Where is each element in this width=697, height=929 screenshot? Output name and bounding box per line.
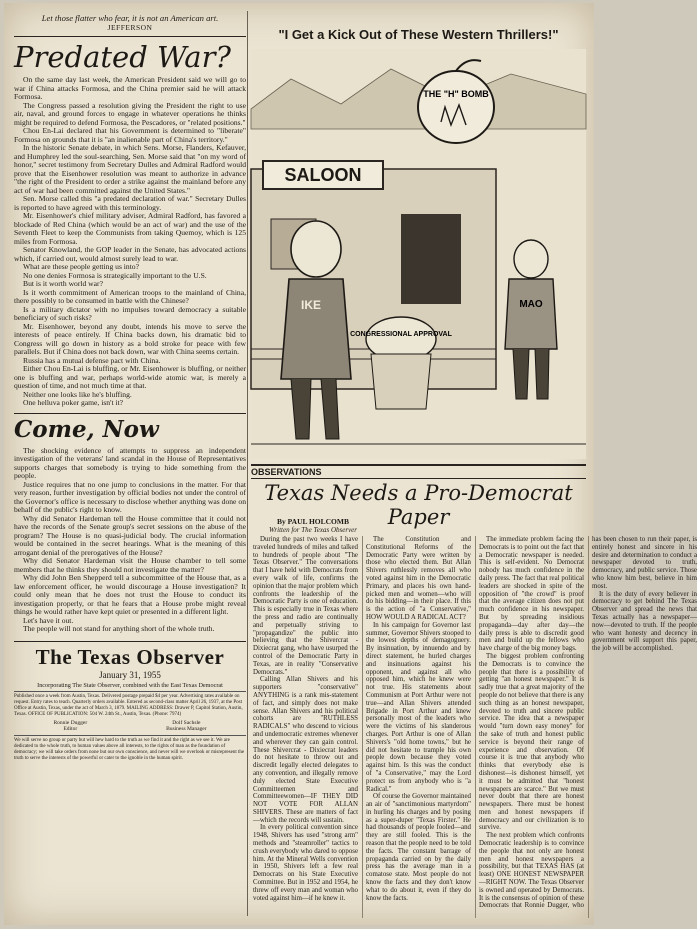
editorial-paragraph: Russia has a mutual defense pact with China.	[23, 355, 161, 365]
article-paragraph: The immediate problem facing the Democrats is to point out the fact that a Democratic newspaper is needed. This is self-evident. No Democrat nobody has much confidence in the daily press. The fact that real political leaders are shocked in spite of the opposition of "the crowd" is proof that the average citizen does not put much confidence in his newspaper. But by spreading insidious propaganda—day after day—the daily press is able to discredit good men and build up the fellows who have charge of the big money bags.	[479, 536, 584, 653]
article-paragraph: The biggest problem confronting the Democrats is to convince the people that there is a possibility of getting "an honest newspaper." It is sadly true that a great majority of the people do not believe that there is any such thing as an honest newspaper, devoted to truth and sincere public service. The idea that a newspaper would "turn down easy money" for the sake of truth and honest public service is beyond their range of experience and observation. Of course it is true that anybody who thinks that everybody else is dishonest—is dishonest himself, yet it must be admitted that "honest newspapers are scarce." But we must never doubt that there are honest newspapers. There must be honest men and honest newspapers if democracy and our civilization is to survive.	[479, 652, 584, 832]
article-paragraph: The Constitution and Constitutional Reforms of the Democratic Party were written by those who elected them. But Allan Shivers ruthlessly removes all who voted against him in the Democratic Primary, and places his own hand-picked men and women—who will do his bidding—in their place. If this is the action of "a Conservative," HOW WOULD A RADICAL ACT?	[366, 536, 471, 621]
staff-name: Dolf Sachsle	[172, 719, 201, 726]
masthead-pledge: We will serve no group or party but will hew hard to the truth as we find it and the right as we see it. We are dedicated to the whole truth, to human values above all interests, to the rights of man as the foundation of democracy; we will take orders from none but our own conscience, and never will we overlook or misrepresent the truth to serve the interests of the powerful or cater to the ignoble in the human spirit.	[14, 735, 246, 762]
editorial-paragraph: The Congress passed a resolution giving the President the right to use air, naval, and ground forces to engage in whatever operations he thinks might be required to defend Formosa, the Pescadores, or "related positions."	[14, 100, 246, 127]
newspaper-page	[4, 3, 697, 925]
right-column	[251, 13, 697, 918]
editorial-paragraph: Justice requires that no one jump to conclusions in the matter. For that very reason, further investigation by official bodies not under the control of the Governor's office is necessary to disclose whether anything was done on behalf of the public's right to know.	[14, 479, 246, 514]
article-paragraph: In his campaign for Governor last summer, Governor Shivers stooped to the lowest depths of demagoguery. By insinuation, by innuendo and by direct statement, he hurled charges and insinuations against his opponent, and against all who opposed him, which he knew were not true. His statements about Communism at Port Arthur were not true—and Allan Shivers attended Brigade in Port Arthur and knew personally most of the leaders who were the victims of his slanderous charges. Port Arthur is one of Allan Shivers's "old home towns," but he did not hesitate to trample his own people down because they voted against him. Is this was the conduct of "a Conservative," may the Lord protect us from anybody who is "a Radical."	[366, 621, 471, 793]
masthead-title: The Texas Observer	[35, 644, 225, 669]
masthead-fine-print: Published once a week from Austin, Texas. Delivered postage prepaid $4 per year. Advertising rates available on request. Entry rates to teach. Quarterly orders available. Entered as second-class matter April 26, 1937, at the Post Office at Austin, Texas, under the act of March 3, 1879. MAILING ADDRESS: Drawer P, Capitol Station, Austin, Texas. OFFICE OF PUBLICATION: 504 W. 24th St., Austin, Texas. (Phone: 7974)	[14, 691, 246, 718]
editorial-paragraph: In the historic Senate debate, in which Sens. Morse, Flanders, Kefauver, and Humphrey led the soul-searching, Sen. Morse said that "on my word of honor," secret testimony from Secretary Dulles and Admiral Radford would prove that the Eisenhower resolution was meant to authorize in advance "the right of the President to order a strike against the mainland before any act of war had been committed against the United States."	[14, 143, 246, 195]
editorial-paragraph: Why did Senator Hardeman tell the House committee that it could not have the records of the Senate group's secret sessions on the abuse of the program? The House is no quasi-judicial body. The crucial information would be contained in the secret hearings. What is the meaning of this arrogant denial of the prerogatives of the House?	[14, 513, 246, 557]
ike-label: IKE	[300, 298, 322, 312]
editorial-paragraph: One helluva poker game, isn't it?	[23, 398, 124, 407]
byline-name: By PAUL HOLCOMB	[277, 517, 349, 526]
quote-attribution: JEFFERSON	[107, 23, 153, 32]
masthead	[14, 641, 246, 762]
staff-business-manager	[166, 720, 206, 733]
editorial-paragraph: The shocking evidence of attempts to suppress an independent investigation of the veterans' land scandal in the House of Representatives supports charges that somebody is trying to hide something from the people.	[14, 445, 246, 480]
editorial-paragraph: But is it worth world war?	[23, 279, 103, 288]
left-column	[14, 13, 246, 918]
mao-label: MAO	[519, 299, 543, 310]
byline-role: Written for The Texas Observer	[268, 526, 358, 534]
masthead-date: January 31, 1955	[99, 669, 161, 680]
editorial-paragraph: Mr. Eisenhower, beyond any doubt, intends his move to serve the interests of peace entirely. If China backs down, his dramatic bid to Congress will go down in history as a bold stroke for peace with few parallels. But if China does not back down, war with China seems certain.	[14, 321, 246, 356]
editorial-come-now	[14, 413, 246, 634]
editorial-paragraph: Is a military dictator with no impulses toward democracy a suitable beneficiary of such risks?	[14, 304, 246, 322]
article-paragraph: The next problem which confronts Democratic leadership is to convince the people that not only are honest men and honest newspapers a possibility, but that TEXAS HAS (at least) ONE HONEST NEWSPAPER—RIGHT NOW. The Texas Observer is owned and operated by Democrats. It is the consensus of opinion of these Democrats that Ronnie Dugger, who has been chosen to run their paper, is entirely honest and sincere in his desire and determination to conduct a newspaper devoted to truth, democracy, and public service. Those who know him best, believe in him most.	[479, 536, 697, 910]
observations-body	[253, 536, 697, 918]
editorial-paragraph: Is it worth commitment of American troops to the mainland of China, there possibly to be consumed in battle with the Chinese?	[14, 287, 246, 305]
congress-label: CONGRESSIONAL APPROVAL	[350, 331, 452, 338]
editorial-paragraph: Mr. Eisenhower's chief military adviser, Admiral Radford, has favored a blockade of Red China (which would be an act of war) and the use of the Seventh Fleet to keep the Communists from taking Quemoy, which is 125 miles from Formosa.	[14, 211, 246, 246]
editorial-paragraph: Senator Knowland, the GOP leader in the Senate, has advocated actions which, if carried out, would almost surely lead to war.	[14, 245, 246, 263]
editorial-paragraph: Sen. Morse called this "a predated declaration of war." Secretary Dulles is reported to have agreed with this terminology.	[14, 194, 246, 212]
article-paragraph: In every political convention since 1948, Shivers has used "strong arm" methods and "steamroller" tactics to crush everybody who dared to oppose him. At the Mineral Wells convention in 1950, Shivers left a few real Democrats on his State Executive Committee. But in 1952 and 1954, he threw off every man and woman who voted against him—if he knew it.	[253, 824, 358, 902]
editorial-paragraph: The people will not stand for anything short of the whole truth.	[23, 624, 215, 633]
editorial-paragraph: Why did Senator Hardeman visit the House chamber to tell some members that he thinks they should not investigate the matter?	[14, 556, 246, 574]
article-paragraph: During the past two weeks I have traveled hundreds of miles and talked to hundreds of people about "The Texas Observer." The conversations that I have held with Democrats from every walk of life, confirms the opinion that the major problem which confronts the leadership of the Democratic Party is one of education. This is especially true in Texas where the press and radio are continually and perpetually striving to "propagandize" the public into believing that the Shivercrat - Dixiecrat gang, who have usurped the control of the Democratic Party in Texas, are in reality "Conservative Democrats."	[253, 536, 358, 676]
top-quote: Let those flatter who fear, it is not an American art.	[41, 13, 219, 23]
editorial-paragraph: On the same day last week, the American President said we will go to war if China attacks Formosa, and the China premier said he will attack Formosa.	[14, 75, 246, 101]
bomb-label: THE "H" BOMB	[423, 89, 489, 99]
editorial-body-predated-war	[14, 76, 246, 408]
staff-editor	[53, 720, 87, 733]
editorial-paragraph: Let's have it out.	[23, 615, 74, 625]
editorial-body-come-now	[14, 447, 246, 634]
observations-byline	[263, 518, 363, 534]
staff-role: Editor	[63, 726, 78, 732]
article-paragraph: Of course the Governor maintained an air of "sanctimonious martyrdom" in hurling his charges and by posing as a super-duper "Texas Firster." He had thousands of people fooled—and they are still fooled. This is the reason that the people need to be told the facts. The constant barrage of propaganda carried on by the daily press has the average man in a comatose state. Most people do not know the facts and they don't know what to do about it, even if they do know the facts.	[366, 793, 471, 902]
editorial-paragraph: Neither one looks like he's bluffing.	[23, 389, 132, 399]
masthead-subtitle: Incorporating The State Observer, combined with the East Texas Democrat	[37, 681, 223, 689]
section-label-observations: OBSERVATIONS	[251, 464, 586, 479]
editorial-headline-come-now: Come, Now	[14, 413, 246, 443]
saloon-sign: SALOON	[284, 165, 362, 185]
cartoon-caption: "I Get a Kick Out of These Western Thrillers!"	[278, 27, 559, 42]
article-paragraph: Calling Allan Shivers and his supporters "conservative" ANYTHING is a rank mis-statement of fact, and simply does not make sense. Allan Shivers and his political cohorts are "RUTHLESS RADICALS" who descend to vicious and undemocratic extremes whenever and wherever they can gain control. These Shivercrat - Dixiecrat leaders do not hesitate to throw out and discredit legally elected delegates to any convention, and illegally remove duly elected State Executive Committeemen and Committeewomen—IF THEY DID NOT VOTE FOR ALLAN SHIVERS. These are matters of fact—which the records will sustain.	[253, 676, 358, 824]
editorial-paragraph: What are these people getting us into?	[23, 262, 139, 271]
editorial-paragraph: Chou En-Lai declared that his Government is determined to "liberate" Formosa on grounds that it is "an inalienable part of China's territory."	[14, 126, 246, 144]
editorial-cartoon	[251, 49, 586, 459]
article-paragraph: It is the duty of every believer in democracy to get behind The Texas Observer and spread the news that Texas actually has a newspaper—now—devoted to truth. If the people who want honesty and decency in government will support this paper, the job will be accomplished.	[592, 590, 697, 653]
editorial-paragraph: No one denies Formosa is strategically important to the U.S.	[23, 270, 207, 280]
editorial-paragraph: Why did John Ben Shepperd tell a subcommittee of the House that, as a law enforcement officer, he would discourage a House investigation? It could only mean that he does not trust the House to conduct its investigation properly, or that he fears that a House probe might reveal things he would rather have kept quiet or presented in a different light.	[14, 573, 246, 616]
staff-role: Business Manager	[166, 726, 207, 732]
column-divider	[247, 11, 248, 916]
editorial-headline-predated-war: Predated War?	[14, 36, 246, 73]
editorial-paragraph: Either Chou En-Lai is bluffing, or Mr. Eisenhower is bluffing, or neither one is bluffing and war, perhaps world-wide atomic war, is merely a question of time, and not much time at that.	[14, 364, 246, 390]
masthead-staff	[14, 720, 246, 733]
observations-headline: Texas Needs a Pro-Democrat Paper	[264, 481, 573, 529]
staff-name: Ronnie Dugger	[53, 719, 88, 726]
